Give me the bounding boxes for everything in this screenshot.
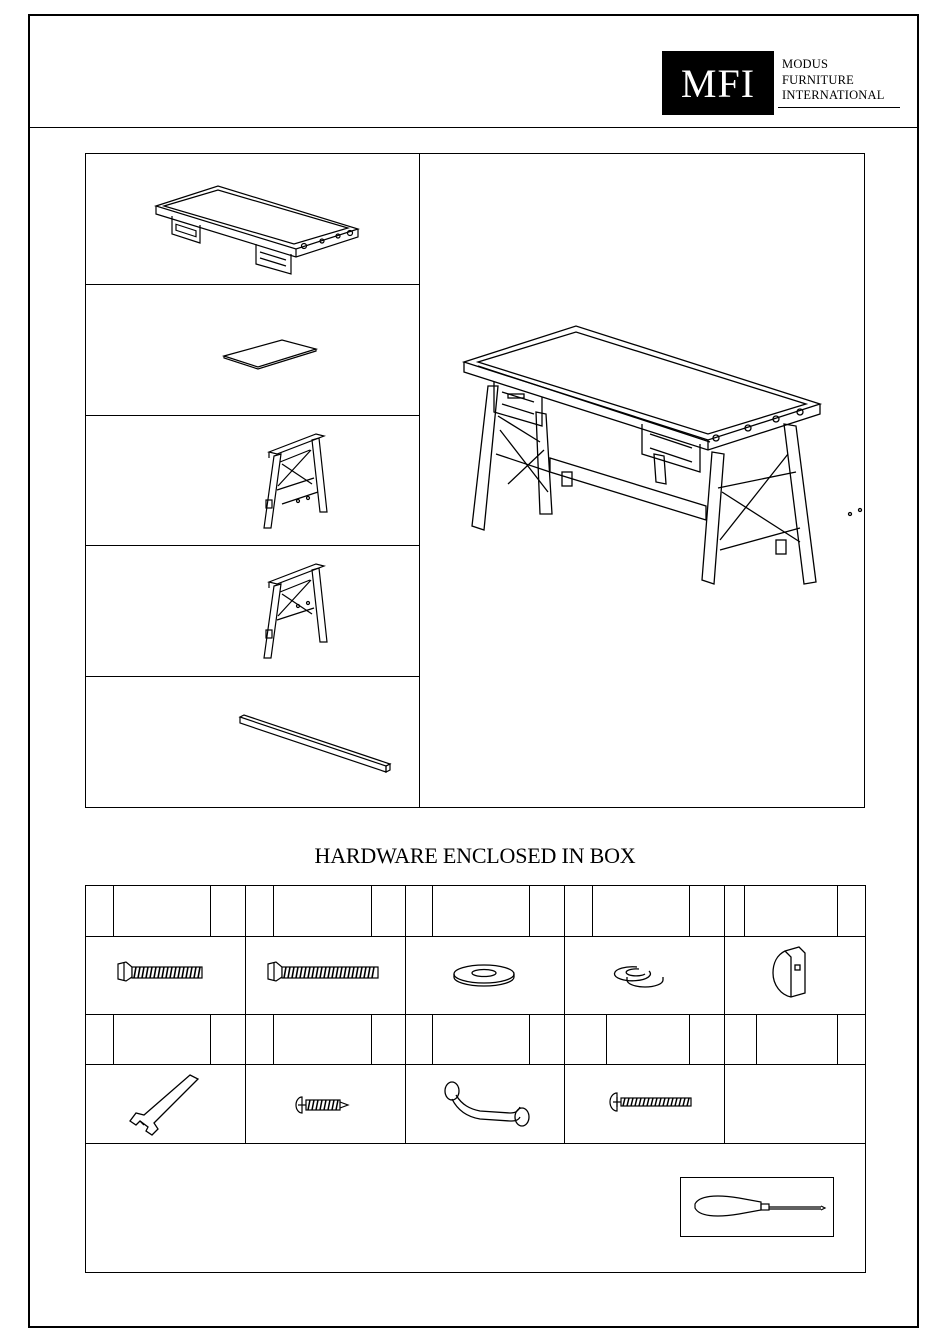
hardware-cell-wrench — [86, 1065, 245, 1143]
hardware-cell-long-screw — [565, 1065, 724, 1143]
hardware-cell-short-bolt — [86, 937, 245, 1014]
label-cell-divider — [689, 1014, 690, 1064]
hardware-table — [85, 885, 866, 1273]
part-cell-leg-left — [86, 416, 420, 546]
hardware-cell-short-screw — [246, 1065, 405, 1143]
part-cell-leg-right — [86, 546, 420, 676]
short-hex-bolt-icon — [86, 937, 245, 1014]
label-cell-divider — [273, 1014, 274, 1064]
label-cell-divider — [432, 1014, 433, 1064]
trestle-leg-icon — [86, 546, 420, 676]
label-cell-divider — [210, 1014, 211, 1064]
long-hex-bolt-icon — [246, 937, 405, 1014]
drawer-handle-icon — [406, 1065, 564, 1143]
long-machine-screw-icon — [565, 1065, 724, 1143]
header-divider — [28, 127, 919, 128]
label-cell-divider — [432, 886, 433, 936]
company-name-line-2: FURNITURE — [782, 72, 854, 87]
flat-washer-icon — [406, 937, 564, 1014]
logo-mark: MFI — [680, 60, 756, 106]
tool-box — [680, 1177, 834, 1237]
label-cell-divider — [529, 1014, 530, 1064]
label-cell-divider — [744, 886, 745, 936]
hardware-row-divider — [86, 1014, 865, 1015]
company-logo — [662, 51, 774, 115]
assembled-desk-icon — [420, 154, 864, 807]
company-name-line-3: INTERNATIONAL — [782, 88, 885, 102]
label-cell-divider — [113, 1014, 114, 1064]
company-name — [782, 57, 885, 104]
hardware-cell-long-bolt — [246, 937, 405, 1014]
part-cell-panel — [86, 285, 420, 415]
parts-list-panel — [85, 153, 865, 808]
trestle-leg-icon — [86, 416, 420, 546]
panel-board-icon — [86, 285, 420, 415]
hardware-cell-knob — [725, 937, 865, 1014]
label-cell-divider — [837, 886, 838, 936]
hardware-cell-lock-washer — [565, 937, 724, 1014]
label-cell-divider — [592, 886, 593, 936]
logo-underline — [778, 107, 900, 108]
corner-knob-icon — [725, 937, 865, 1014]
hardware-row-divider — [86, 1143, 865, 1144]
screwdriver-icon — [681, 1178, 835, 1238]
stretcher-rail-icon — [86, 677, 420, 807]
label-cell-divider — [273, 886, 274, 936]
part-cell-stretcher — [86, 677, 420, 807]
label-cell-divider — [371, 1014, 372, 1064]
company-name-line-1: MODUS — [782, 57, 829, 71]
hardware-heading: HARDWARE ENCLOSED IN BOX — [314, 843, 636, 868]
assembled-view — [420, 154, 864, 807]
label-cell-divider — [756, 1014, 757, 1064]
open-end-wrench-icon — [86, 1065, 245, 1143]
label-cell-divider — [689, 886, 690, 936]
part-cell-desk-top — [86, 154, 420, 284]
label-cell-divider — [606, 1014, 607, 1064]
split-lock-washer-icon — [565, 937, 724, 1014]
hardware-cell-washer — [406, 937, 564, 1014]
label-cell-divider — [837, 1014, 838, 1064]
label-cell-divider — [529, 886, 530, 936]
label-cell-divider — [113, 886, 114, 936]
short-screw-icon — [246, 1065, 405, 1143]
hardware-cell-handle — [406, 1065, 564, 1143]
hardware-col-divider — [724, 886, 725, 1143]
label-cell-divider — [371, 886, 372, 936]
label-cell-divider — [210, 886, 211, 936]
desk-top-with-drawers-icon — [86, 154, 420, 284]
